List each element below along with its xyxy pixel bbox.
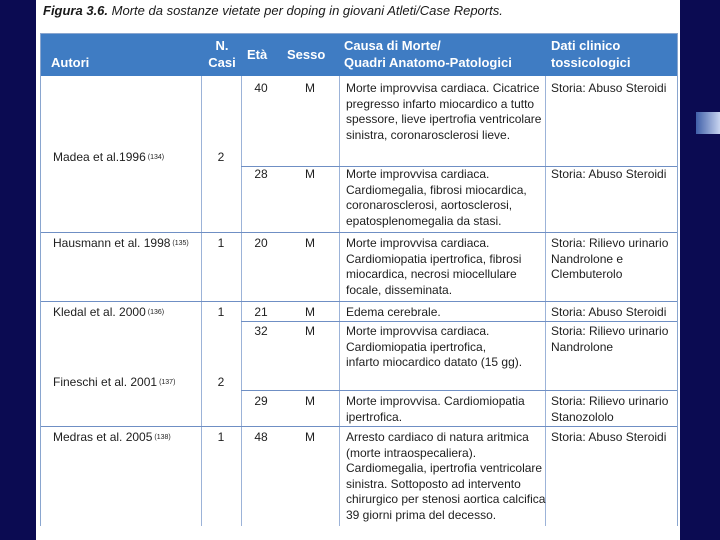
clinical-line: Storia: Rilievo urinario [551, 324, 669, 338]
figure-caption [43, 3, 643, 18]
figure-label: Figura 3.6. [43, 3, 109, 18]
case-age: 28 [254, 167, 268, 181]
cause-line: Morte improvvisa cardiaca. [346, 324, 490, 338]
case-age: 21 [254, 305, 268, 319]
header-causa-1: Causa di Morte/ [344, 38, 441, 53]
case-age: 20 [254, 236, 268, 250]
case-count: 1 [217, 430, 225, 444]
author-name [53, 375, 175, 391]
clinical-line: Storia: Rilievo urinario [551, 236, 669, 250]
cause-line: chirurgico per stenosi aortica calcifica [346, 492, 546, 506]
header-causa-2: Quadri Anatomo-Patologici [344, 55, 512, 70]
author-name [53, 305, 164, 321]
slide-content [36, 0, 680, 540]
case-cause [346, 167, 527, 229]
cause-line: pregresso infarto miocardico a tutto [346, 96, 535, 111]
case-sex: M [305, 324, 315, 338]
cause-line: Arresto cardiaco di natura aritmica [346, 430, 529, 444]
author-name [53, 236, 189, 252]
case-clinical [551, 324, 668, 355]
case-count: 1 [217, 236, 225, 250]
cause-line: sinistra. Sottoposto ad intervento [346, 476, 521, 491]
cause-line: Morte improvvisa cardiaca. [346, 167, 490, 181]
clinical-line: Storia: Abuso Steroidi [551, 81, 667, 95]
case-cause [346, 394, 525, 425]
cause-line: Cardiomegalia, fibrosi miocardica, [346, 182, 527, 197]
reference-number: (135) [172, 240, 189, 247]
row-divider [41, 426, 677, 427]
row-divider [241, 321, 677, 322]
case-clinical [551, 236, 668, 283]
cause-line: focale, disseminata. [346, 282, 453, 297]
clinical-line: Nandrolone [551, 339, 614, 354]
row-divider [241, 390, 677, 391]
clinical-line: Stanozololo [551, 409, 614, 424]
case-clinical [551, 430, 666, 446]
case-age: 48 [254, 430, 268, 444]
cause-line: Cardiomiopatia ipertrofica, [346, 339, 487, 354]
case-sex: M [305, 430, 315, 444]
row-divider [41, 301, 677, 302]
author-text: Hausmann et al. 1998 [53, 236, 171, 250]
reference-number: (134) [147, 154, 165, 161]
case-age: 29 [254, 394, 268, 408]
figure-title: Morte da sostanze vietate per doping in giovani Atleti/Case Reports. [111, 3, 503, 18]
case-sex: M [305, 305, 315, 319]
case-clinical [551, 81, 666, 97]
header-autori: Autori [51, 55, 90, 70]
author-text: Kledal et al. 2000 [53, 305, 146, 319]
author-text: Madea et al.1996 [53, 150, 146, 164]
case-sex: M [305, 236, 315, 250]
case-count: 1 [217, 305, 225, 319]
cause-line: Edema cerebrale. [346, 305, 441, 319]
cause-line: coronarosclerosi, aortosclerosi, [346, 198, 513, 212]
cause-line: spessore, lieve ipertrofia ventricolare [346, 112, 542, 126]
case-sex: M [305, 81, 315, 95]
case-clinical [551, 167, 666, 183]
clinical-line: Storia: Abuso Steroidi [551, 430, 667, 444]
case-cause [346, 324, 522, 371]
cause-line: Morte improvvisa cardiaca. Cicatrice [346, 81, 540, 95]
header-n: N. [215, 38, 229, 53]
cause-line: infarto miocardico datato (15 gg). [346, 355, 523, 369]
cause-line: 39 giorni prima del decesso. [346, 507, 497, 522]
reference-number: (138) [154, 434, 171, 441]
author-name [53, 430, 171, 446]
author-text: Fineschi et al. 2001 [53, 375, 158, 389]
case-age: 40 [254, 81, 268, 95]
reference-number: (137) [159, 379, 176, 386]
cause-line: Morte improvvisa. Cardiomiopatia [346, 394, 525, 408]
header-casi: Casi [208, 55, 236, 70]
clinical-line: Clembuterolo [551, 267, 623, 281]
header-sesso: Sesso [287, 47, 326, 62]
cause-line: Morte improvvisa cardiaca. [346, 236, 490, 250]
cause-line: Cardiomiopatia ipertrofica, fibrosi [346, 251, 522, 266]
row-divider [41, 232, 677, 233]
cause-line: epatosplenomegalia da stasi. [346, 213, 502, 228]
table-header [41, 34, 677, 76]
decorative-bar [696, 112, 720, 134]
cause-line: Cardiomegalia, ipertrofia ventricolare [346, 461, 543, 475]
author-name [53, 150, 164, 166]
header-dati-2: tossicologici [551, 55, 631, 70]
reference-number: (136) [147, 309, 165, 316]
cause-line: sinistra, coronarosclerosi lieve. [346, 127, 511, 142]
case-clinical [551, 305, 666, 321]
case-sex: M [305, 167, 315, 181]
case-count: 2 [217, 375, 225, 389]
header-dati-1: Dati clinico [551, 38, 621, 53]
case-age: 32 [254, 324, 268, 338]
cause-line: ipertrofica. [346, 409, 403, 424]
clinical-line: Nandrolone e [551, 251, 624, 266]
case-cause [346, 236, 521, 298]
clinical-line: Storia: Abuso Steroidi [551, 305, 667, 319]
clinical-line: Storia: Rilievo urinario [551, 394, 669, 408]
case-sex: M [305, 394, 315, 408]
doping-deaths-table [40, 33, 678, 526]
clinical-line: Storia: Abuso Steroidi [551, 167, 667, 181]
case-count: 2 [217, 150, 225, 164]
case-cause [346, 430, 545, 523]
case-cause [346, 305, 441, 321]
header-eta: Età [247, 47, 268, 62]
case-clinical [551, 394, 668, 425]
cause-line: (morte intraospecaliera). [346, 445, 477, 460]
cause-line: miocardica, necrosi miocellulare [346, 267, 517, 281]
case-cause [346, 81, 541, 143]
author-text: Medras et al. 2005 [53, 430, 153, 444]
